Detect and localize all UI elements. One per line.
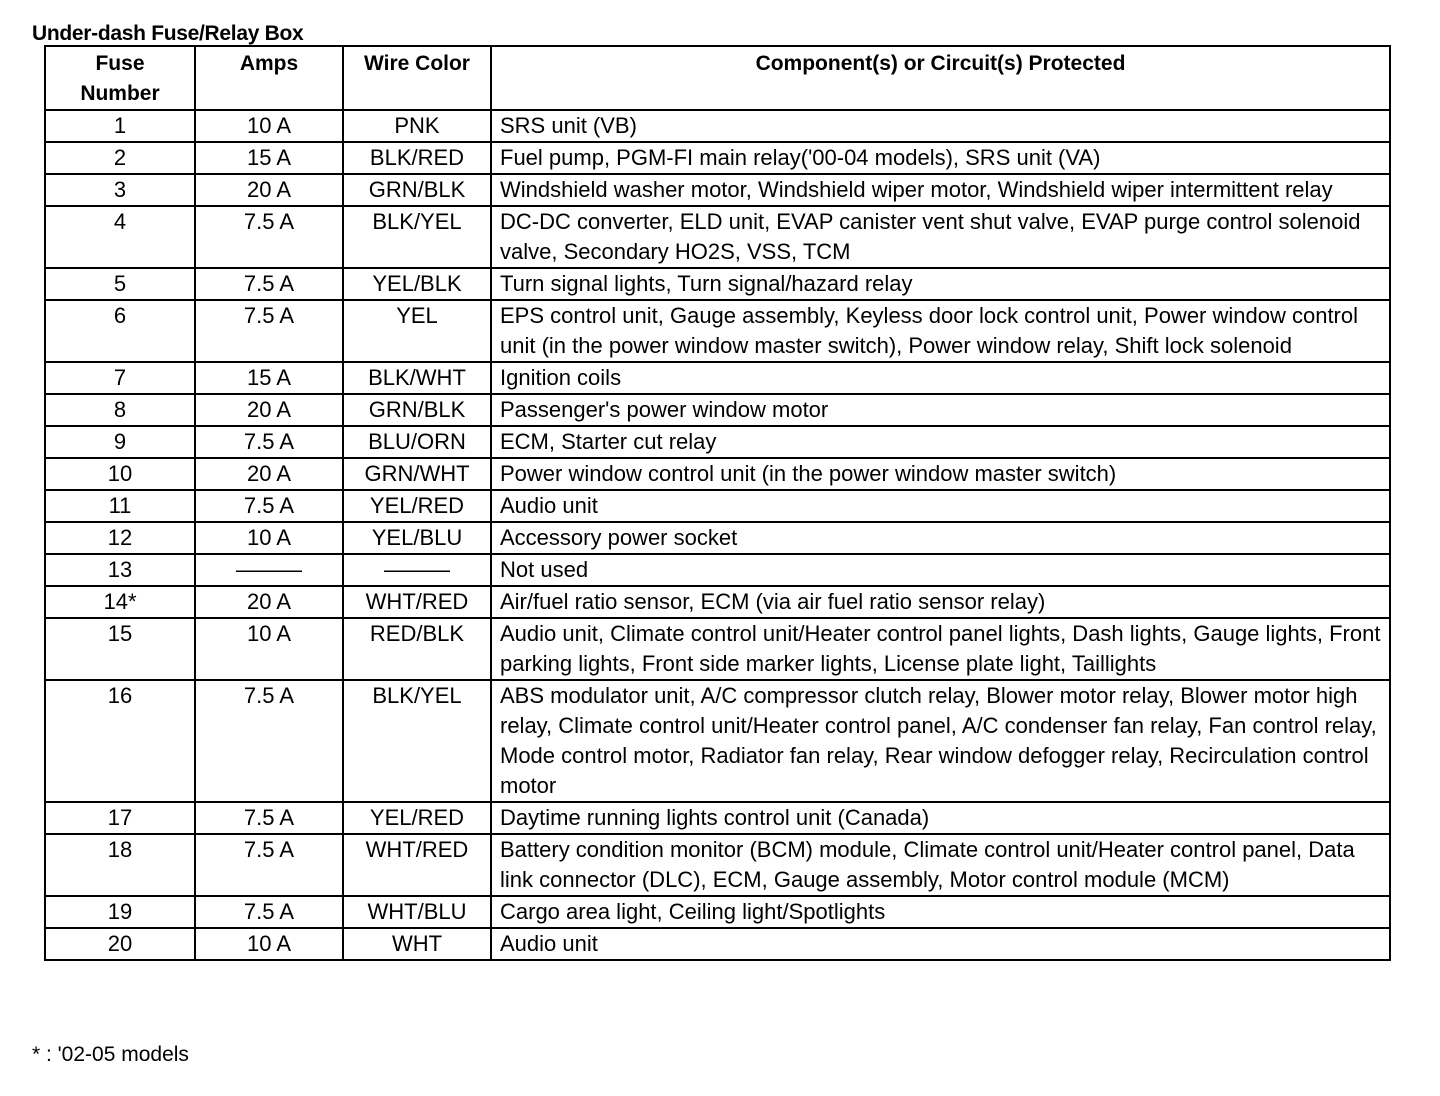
- components-cell: Power window control unit (in the power window master switch): [491, 458, 1390, 490]
- wire-color-cell: GRN/WHT: [343, 458, 491, 490]
- components-cell: Windshield washer motor, Windshield wiper motor, Windshield wiper intermittent relay: [491, 174, 1390, 206]
- amps-cell: 7.5 A: [195, 680, 343, 802]
- components-cell: Battery condition monitor (BCM) module, Climate control unit/Heater control panel, Data link connector (DLC), ECM, Gauge assembly, Motor control module (MCM): [491, 834, 1390, 896]
- fuse-number-cell: 19: [45, 896, 195, 928]
- table-row: [45, 426, 1390, 458]
- components-cell: Turn signal lights, Turn signal/hazard relay: [491, 268, 1390, 300]
- fuse-number-cell: 12: [45, 522, 195, 554]
- wire-color-cell: BLK/RED: [343, 142, 491, 174]
- fuse-number-cell: 6: [45, 300, 195, 362]
- components-cell: Passenger's power window motor: [491, 394, 1390, 426]
- wire-color-cell: WHT: [343, 928, 491, 960]
- table-row: [45, 554, 1390, 586]
- header-fuse-number: Fuse Number: [45, 46, 195, 110]
- wire-color-cell: YEL/RED: [343, 802, 491, 834]
- fuse-number-cell: 17: [45, 802, 195, 834]
- table-row: [45, 928, 1390, 960]
- table-row: [45, 834, 1390, 896]
- wire-color-cell: YEL/BLU: [343, 522, 491, 554]
- fuse-number-cell: 16: [45, 680, 195, 802]
- components-cell: SRS unit (VB): [491, 110, 1390, 142]
- amps-cell: 20 A: [195, 586, 343, 618]
- table-row: [45, 394, 1390, 426]
- wire-color-cell: BLK/YEL: [343, 206, 491, 268]
- table-row: [45, 174, 1390, 206]
- amps-cell: 7.5 A: [195, 300, 343, 362]
- amps-cell: 7.5 A: [195, 896, 343, 928]
- amps-cell: 10 A: [195, 110, 343, 142]
- amps-cell: 10 A: [195, 618, 343, 680]
- table-row: [45, 802, 1390, 834]
- fuse-table: [44, 45, 1391, 961]
- header-components: Component(s) or Circuit(s) Protected: [491, 46, 1390, 110]
- wire-color-cell: PNK: [343, 110, 491, 142]
- components-cell: Air/fuel ratio sensor, ECM (via air fuel ratio sensor relay): [491, 586, 1390, 618]
- table-row: [45, 896, 1390, 928]
- components-cell: ABS modulator unit, A/C compressor clutch relay, Blower motor relay, Blower motor high relay, Climate control unit/Heater control panel, A/C condenser fan relay, Fan control relay, Mode control motor, Radiator fan relay, Rear window defogger relay, Recirculation control motor: [491, 680, 1390, 802]
- table-row: [45, 618, 1390, 680]
- table-row: [45, 490, 1390, 522]
- wire-color-cell: BLU/ORN: [343, 426, 491, 458]
- components-cell: Audio unit: [491, 928, 1390, 960]
- table-row: [45, 206, 1390, 268]
- fuse-number-cell: 10: [45, 458, 195, 490]
- amps-cell: 20 A: [195, 394, 343, 426]
- components-cell: Not used: [491, 554, 1390, 586]
- components-cell: Daytime running lights control unit (Canada): [491, 802, 1390, 834]
- components-cell: DC-DC converter, ELD unit, EVAP canister vent shut valve, EVAP purge control solenoid valve, Secondary HO2S, VSS, TCM: [491, 206, 1390, 268]
- table-row: [45, 110, 1390, 142]
- table-row: [45, 522, 1390, 554]
- amps-cell: 7.5 A: [195, 268, 343, 300]
- components-cell: Ignition coils: [491, 362, 1390, 394]
- wire-color-cell: BLK/YEL: [343, 680, 491, 802]
- fuse-number-cell: 13: [45, 554, 195, 586]
- table-row: [45, 458, 1390, 490]
- fuse-number-cell: 18: [45, 834, 195, 896]
- table-row: [45, 680, 1390, 802]
- table-row: [45, 362, 1390, 394]
- wire-color-cell: WHT/RED: [343, 834, 491, 896]
- amps-cell: 7.5 A: [195, 490, 343, 522]
- wire-color-cell: YEL: [343, 300, 491, 362]
- table-row: [45, 586, 1390, 618]
- amps-cell: 20 A: [195, 458, 343, 490]
- amps-cell: 7.5 A: [195, 802, 343, 834]
- components-cell: Audio unit: [491, 490, 1390, 522]
- components-cell: Accessory power socket: [491, 522, 1390, 554]
- amps-cell: 15 A: [195, 142, 343, 174]
- wire-color-cell: GRN/BLK: [343, 174, 491, 206]
- amps-cell: 7.5 A: [195, 206, 343, 268]
- fuse-number-cell: 8: [45, 394, 195, 426]
- wire-color-cell: WHT/BLU: [343, 896, 491, 928]
- amps-cell: 7.5 A: [195, 426, 343, 458]
- table-row: [45, 268, 1390, 300]
- wire-color-cell: YEL/BLK: [343, 268, 491, 300]
- fuse-number-cell: 11: [45, 490, 195, 522]
- amps-cell: 10 A: [195, 522, 343, 554]
- amps-cell: ———: [195, 554, 343, 586]
- header-wire-color: Wire Color: [343, 46, 491, 110]
- table-title: Under-dash Fuse/Relay Box: [32, 22, 304, 45]
- fuse-number-cell: 9: [45, 426, 195, 458]
- wire-color-cell: BLK/WHT: [343, 362, 491, 394]
- table-row: [45, 300, 1390, 362]
- table-row: [45, 142, 1390, 174]
- amps-cell: 20 A: [195, 174, 343, 206]
- wire-color-cell: GRN/BLK: [343, 394, 491, 426]
- wire-color-cell: YEL/RED: [343, 490, 491, 522]
- components-cell: Fuel pump, PGM-FI main relay('00-04 models), SRS unit (VA): [491, 142, 1390, 174]
- table-header-row: [45, 46, 1390, 110]
- wire-color-cell: WHT/RED: [343, 586, 491, 618]
- components-cell: Cargo area light, Ceiling light/Spotlights: [491, 896, 1390, 928]
- fuse-number-cell: 5: [45, 268, 195, 300]
- fuse-number-cell: 20: [45, 928, 195, 960]
- fuse-number-cell: 3: [45, 174, 195, 206]
- fuse-number-cell: 14*: [45, 586, 195, 618]
- fuse-number-cell: 4: [45, 206, 195, 268]
- components-cell: Audio unit, Climate control unit/Heater control panel lights, Dash lights, Gauge lights, Front parking lights, Front side marker lights, License plate light, Taillights: [491, 618, 1390, 680]
- amps-cell: 15 A: [195, 362, 343, 394]
- wire-color-cell: ———: [343, 554, 491, 586]
- fuse-number-cell: 1: [45, 110, 195, 142]
- header-amps: Amps: [195, 46, 343, 110]
- components-cell: ECM, Starter cut relay: [491, 426, 1390, 458]
- wire-color-cell: RED/BLK: [343, 618, 491, 680]
- components-cell: EPS control unit, Gauge assembly, Keyless door lock control unit, Power window control unit (in the power window master switch), Power window relay, Shift lock solenoid: [491, 300, 1390, 362]
- fuse-number-cell: 2: [45, 142, 195, 174]
- fuse-number-cell: 15: [45, 618, 195, 680]
- fuse-number-cell: 7: [45, 362, 195, 394]
- amps-cell: 7.5 A: [195, 834, 343, 896]
- footnote: * : '02-05 models: [32, 1043, 189, 1066]
- amps-cell: 10 A: [195, 928, 343, 960]
